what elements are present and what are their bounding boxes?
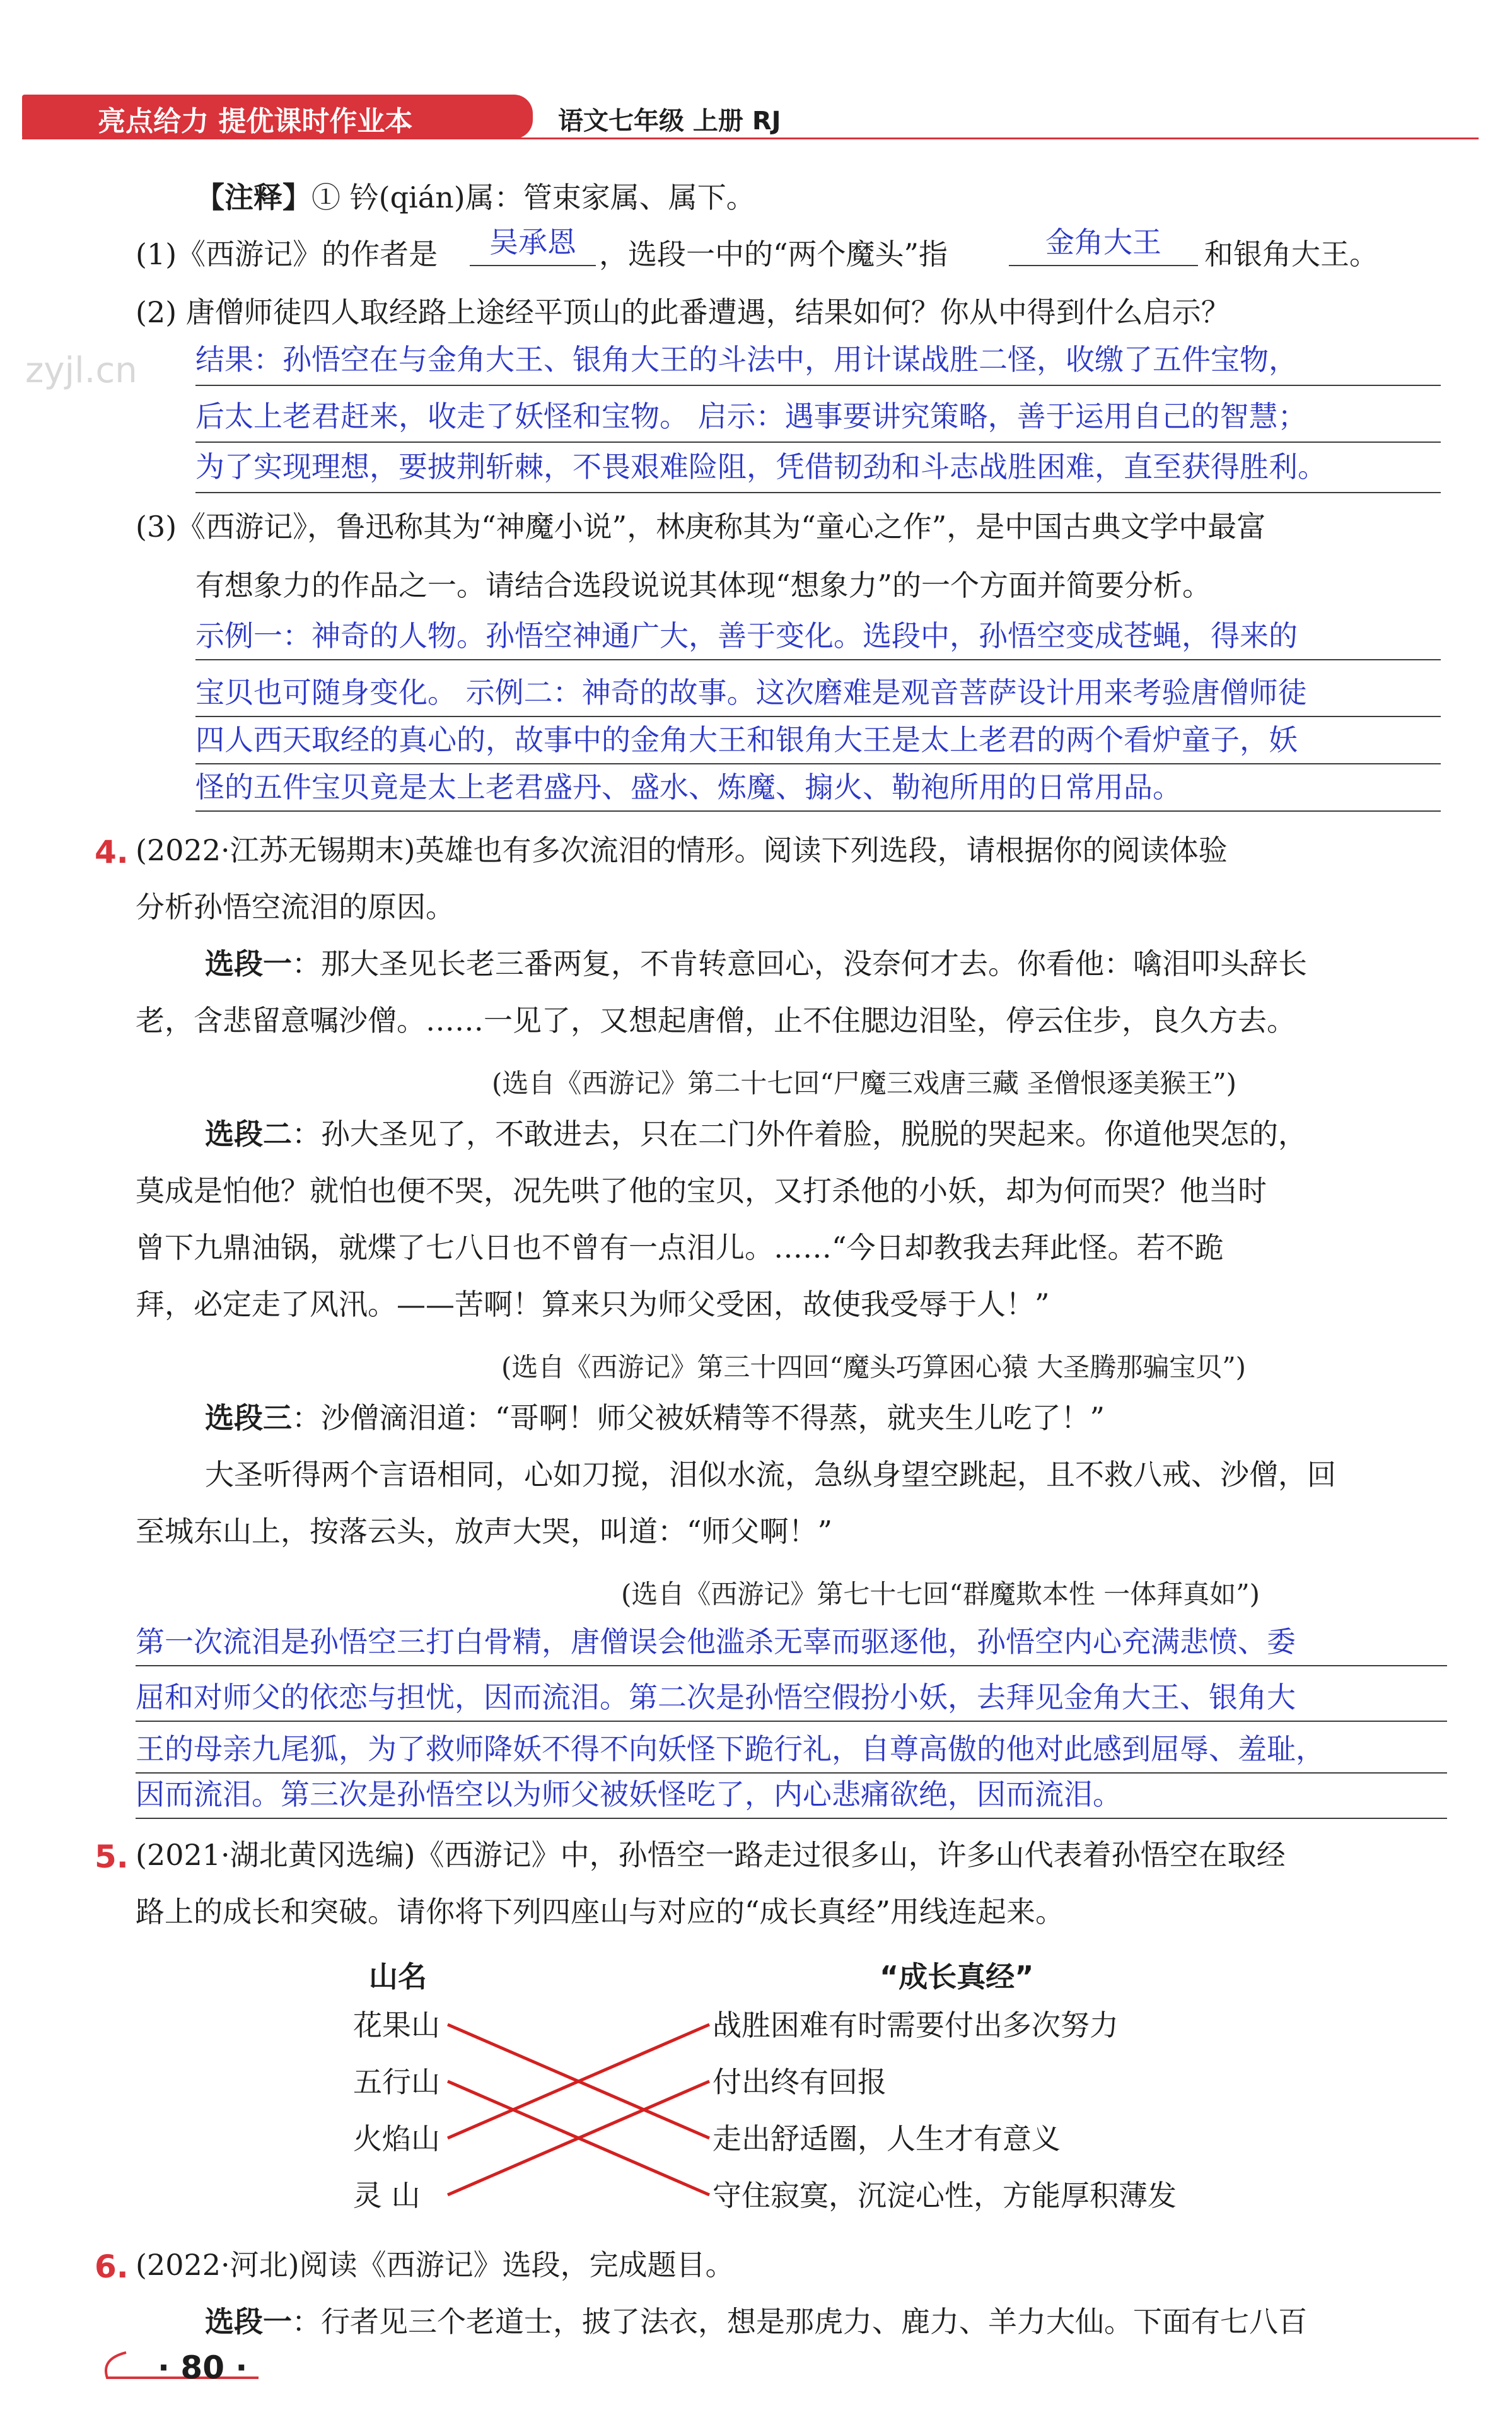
- q1-mid: ，选段一中的“两个魔头”指: [599, 237, 948, 271]
- q5-number: 5.: [95, 1839, 129, 1875]
- q3-question: (3)《西游记》，鲁迅称其为“神魔小说”，林庚称其为“童心之作”，是中国古典文学中最富: [136, 510, 1266, 544]
- q2-answer-line: 结果：孙悟空在与金角大王、银角大王的斗法中，用计谋战胜二怪，收缴了五件宝物，: [195, 342, 1298, 377]
- q6-question: (2022·河北)阅读《西游记》选段，完成题目。: [136, 2248, 735, 2282]
- mountain-item: 火焰山: [353, 2122, 440, 2156]
- page-number: · 80 ·: [158, 2349, 248, 2386]
- q3-answer-line: 示例一：神奇的人物。孙悟空神通广大，善于变化。选段中，孙悟空变成苍蝇，得来的: [195, 619, 1298, 653]
- note: 【注释】① 钤(qián)属：管束家属、属下。: [195, 180, 755, 214]
- q4-answer-line: 屈和对师父的依恋与担忧，因而流泪。第二次是孙悟空假扮小妖，去拜见金角大王、银角大: [136, 1680, 1296, 1714]
- scripture-item: 付出终有回报: [712, 2065, 887, 2099]
- q4-passage-3: 至城东山上，按落云头，放声大哭，叫道：“师父啊！”: [136, 1514, 833, 1548]
- q3-answer-line: 四人西天取经的真心的，故事中的金角大王和银角大王是太上老君的两个看炉童子，妖: [195, 723, 1298, 757]
- q1-answer-author: 吴承恩: [470, 227, 596, 266]
- watermark: zyjl.cn: [25, 350, 137, 391]
- q4-passage-3: 大圣听得两个言语相同，心如刀搅，泪似水流，急纵身望空跳起，且不救八戒、沙僧，回: [205, 1458, 1336, 1492]
- mountain-item: 五行山: [353, 2065, 440, 2099]
- q4-question: 分析孙悟空流泪的原因。: [136, 890, 455, 924]
- q4-answer-line: 第一次流泪是孙悟空三打白骨精，唐僧误会他滥杀无辜而驱逐他，孙悟空内心充满悲愤、委: [136, 1625, 1296, 1659]
- q4-passage-2: 选段二：孙大圣见了，不敢进去，只在二门外仵着脸，脱脱的哭起来。你道他哭怎的，: [205, 1117, 1307, 1151]
- q4-question: (2022·江苏无锡期末)英雄也有多次流泪的情形。阅读下列选段，请根据你的阅读体验: [136, 833, 1228, 867]
- scripture-item: 走出舒适圈，人生才有意义: [712, 2122, 1061, 2156]
- q4-source-1: (选自《西游记》第二十七回“尸魔三戏唐三藏 圣僧恨逐美猴王”): [492, 1068, 1237, 1099]
- q3-answer-line: 怪的五件宝贝竟是太上老君盛丹、盛水、炼魔、搧火、勒袍所用的日常用品。: [195, 770, 1182, 804]
- q4-number: 4.: [95, 834, 129, 870]
- q4-passage-2: 莫成是怕他？就怕也便不哭，况先哄了他的宝贝，又打杀他的小妖，却为何而哭？他当时: [136, 1174, 1267, 1208]
- q4-passage-1: 选段一：那大圣见长老三番两复，不肯转意回心，没奈何才去。你看他：噙泪叩头辞长: [205, 947, 1307, 981]
- q1-pre: (1)《西游记》的作者是: [136, 237, 438, 271]
- mountain-item: 花果山: [353, 2008, 440, 2042]
- mountain-column-header: 山名: [369, 1960, 427, 1994]
- q6-number: 6.: [95, 2248, 129, 2285]
- book-subtitle: 语文七年级 上册 RJ: [558, 107, 781, 136]
- scripture-item: 守住寂寞，沉淀心性，方能厚积薄发: [712, 2178, 1177, 2213]
- q2-answer-line: 为了实现理想，要披荆斩棘，不畏艰难险阻，凭借韧劲和斗志战胜困难，直至获得胜利。: [195, 450, 1327, 484]
- q4-passage-2: 曾下九鼎油锅，就煠了七八日也不曾有一点泪儿。……“今日却教我去拜此怪。若不跪: [136, 1231, 1224, 1265]
- q4-answer-line: 王的母亲九尾狐，为了救师降妖不得不向妖怪下跪行礼，自尊高傲的他对此感到屈辱、羞耻，: [136, 1732, 1325, 1766]
- q3-question: 有想象力的作品之一。请结合选段说说其体现“想象力”的一个方面并简要分析。: [195, 568, 1212, 602]
- q6-passage-1: 选段一：行者见三个老道士，披了法衣，想是那虎力、鹿力、羊力大仙。下面有七八百: [205, 2305, 1307, 2339]
- q4-passage-3: 选段三：沙僧滴泪道：“哥啊！师父被妖精等不得蒸，就夹生儿吃了！”: [205, 1401, 1105, 1435]
- q4-passage-1: 老，含悲留意嘱沙僧。……一见了，又想起唐僧，止不住腮边泪坠，停云住步，良久方去。: [136, 1003, 1296, 1038]
- mountain-item: 灵 山: [353, 2178, 421, 2213]
- q1-post: 和银角大王。: [1204, 237, 1378, 271]
- scripture-column-header: “成长真经”: [880, 1960, 1034, 1994]
- q3-answer-line: 宝贝也可随身变化。 示例二：神奇的故事。这次磨难是观音菩萨设计用来考验唐僧师徒: [195, 675, 1307, 710]
- q4-source-2: (选自《西游记》第三十四回“魔头巧算困心猿 大圣腾那骗宝贝”): [501, 1352, 1247, 1383]
- q2-question: (2) 唐僧师徒四人取经路上途经平顶山的此番遭遇，结果如何？你从中得到什么启示？: [136, 295, 1230, 329]
- q2-answer-line: 后太上老君赶来，收走了妖怪和宝物。 启示：遇事要讲究策略，善于运用自己的智慧；: [195, 399, 1307, 433]
- q4-answer-line: 因而流泪。第三次是孙悟空以为师父被妖怪吃了，内心悲痛欲绝，因而流泪。: [136, 1777, 1122, 1811]
- q5-question: (2021·湖北黄冈选编)《西游记》中，孙悟空一路走过很多山，许多山代表着孙悟空在取经: [136, 1838, 1286, 1872]
- q1-answer-demon: 金角大王: [1009, 227, 1198, 266]
- brand-title: 亮点给力 提优课时作业本: [98, 105, 413, 137]
- q4-source-3: (选自《西游记》第七十七回“群魔欺本性 一体拜真如”): [621, 1579, 1260, 1610]
- q4-passage-2: 拜，必定走了风汛。——苦啊！算来只为师父受困，故使我受辱于人！”: [136, 1287, 1050, 1321]
- scripture-item: 战胜困难有时需要付出多次努力: [712, 2008, 1119, 2042]
- q5-question: 路上的成长和突破。请你将下列四座山与对应的“成长真经”用线连起来。: [136, 1895, 1065, 1929]
